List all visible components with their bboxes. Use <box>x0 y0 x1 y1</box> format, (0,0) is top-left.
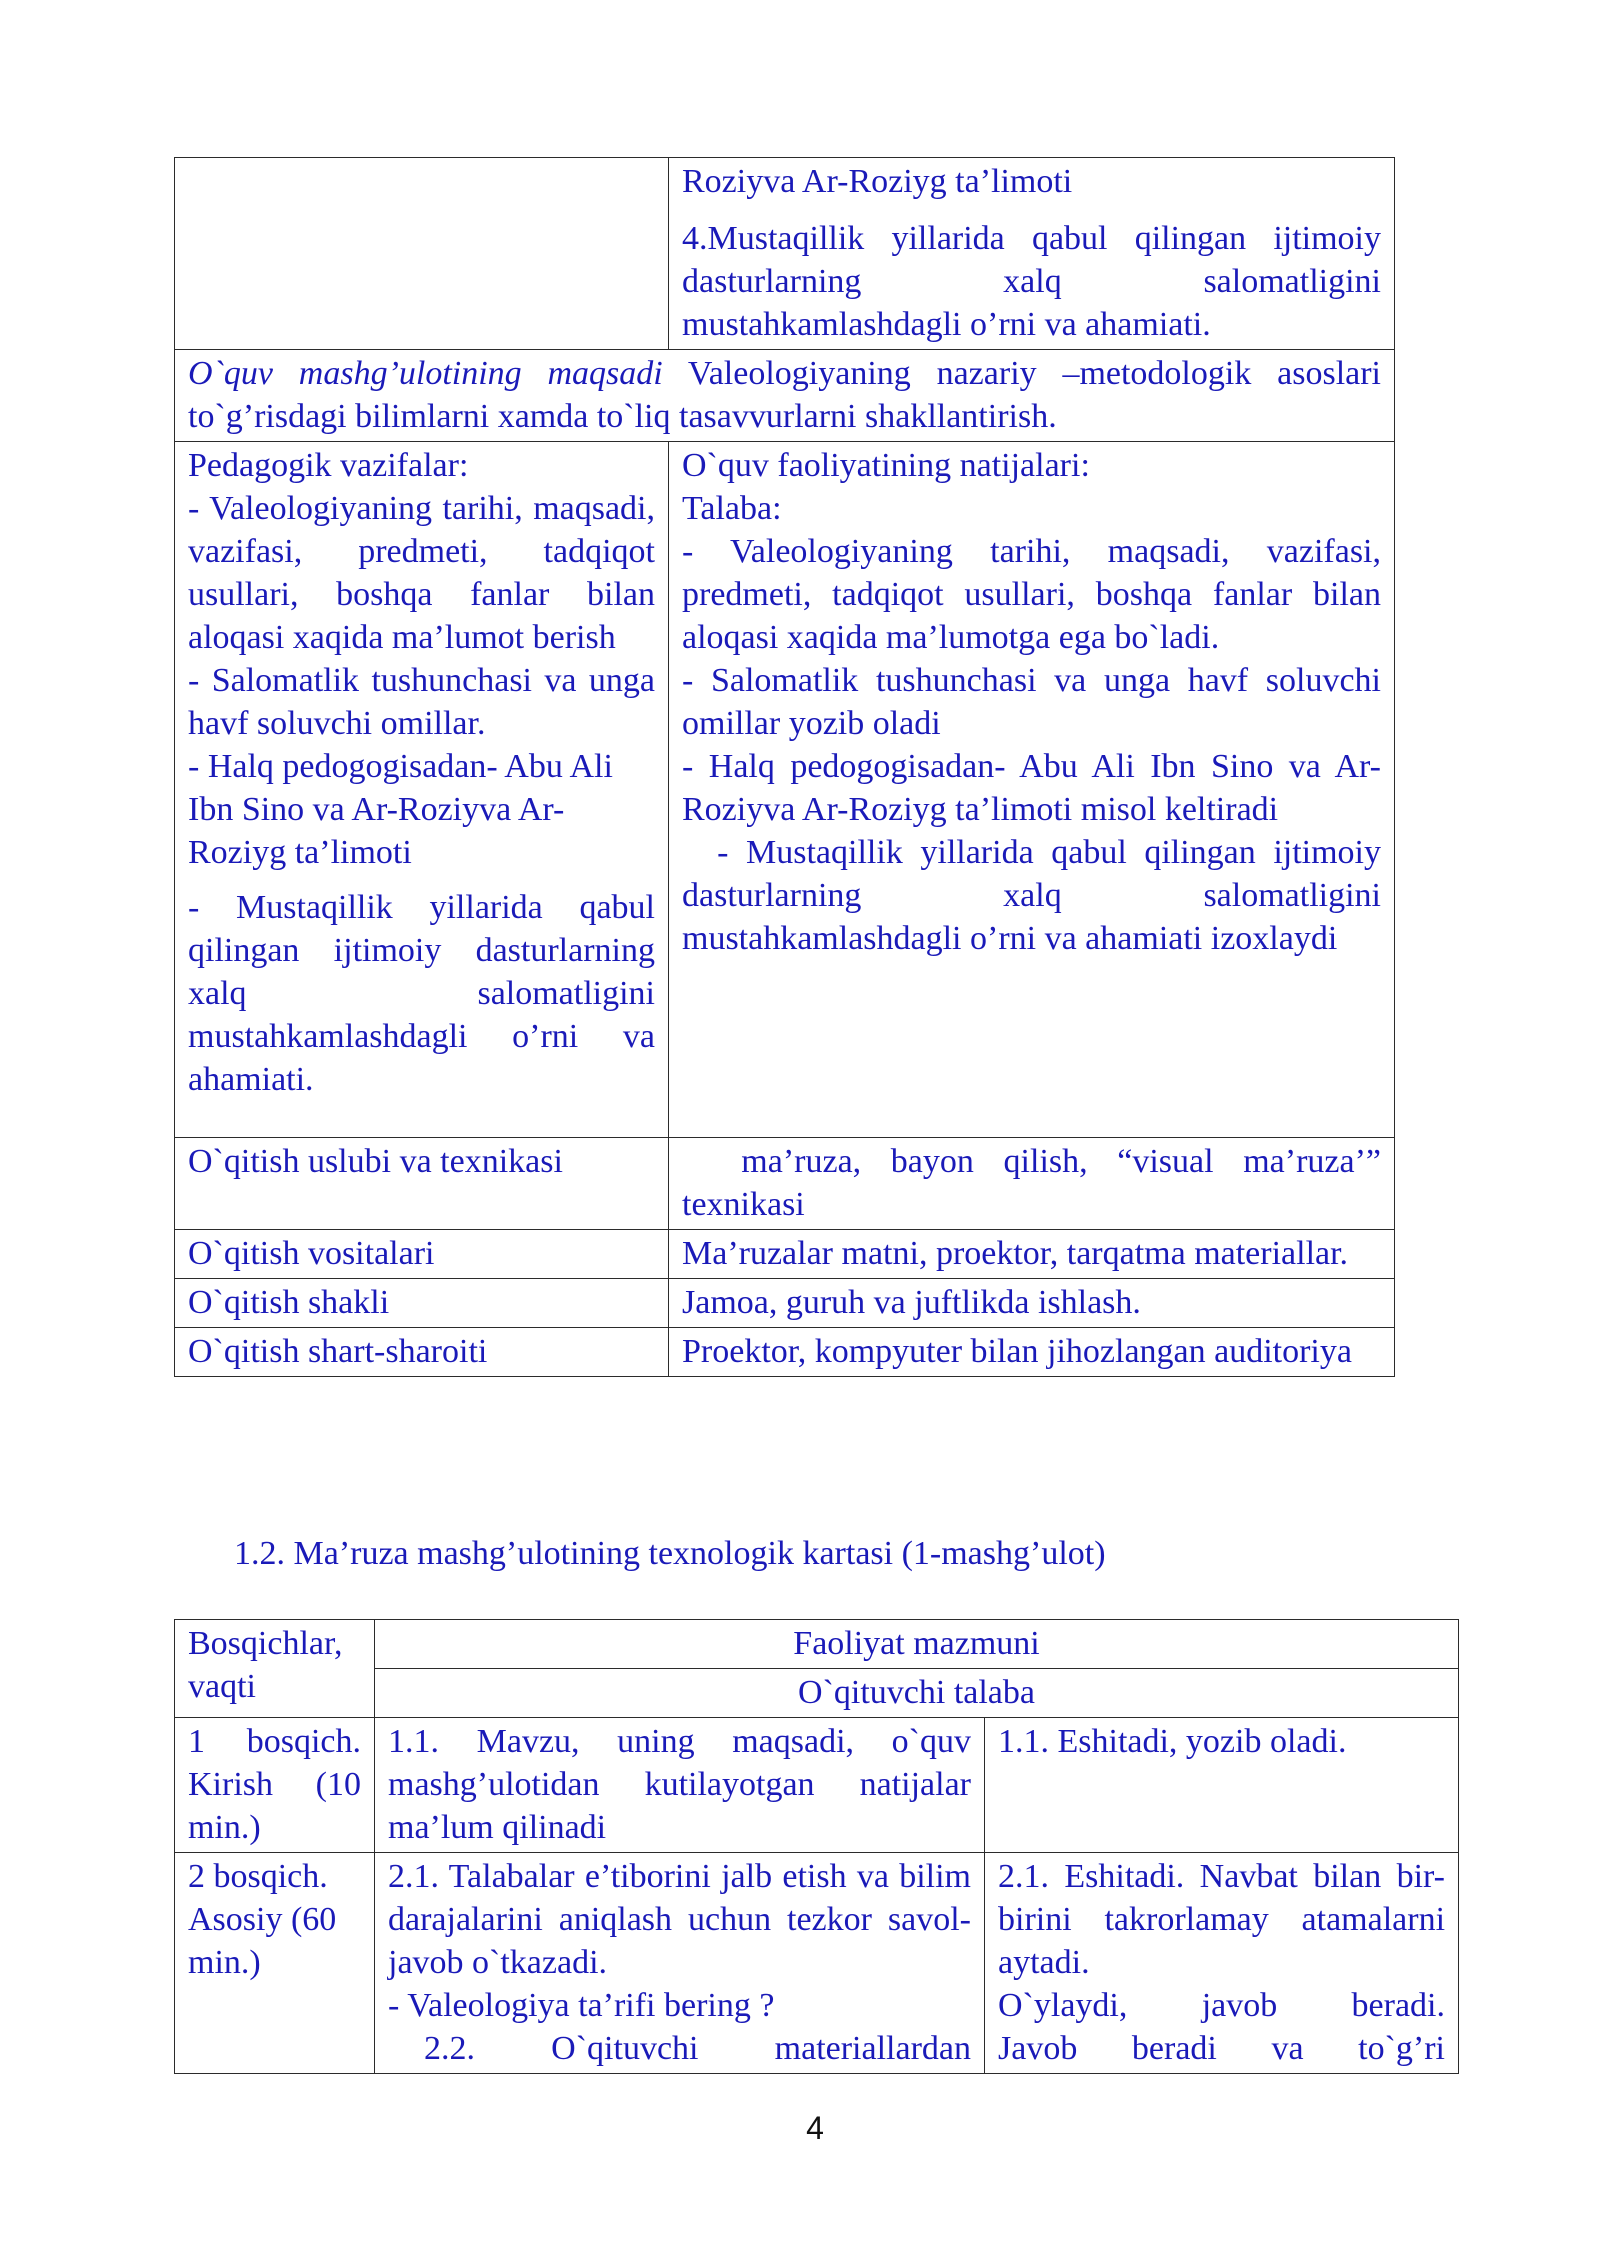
teacher-activity-cell <box>375 1718 985 1853</box>
table-row <box>175 1279 1395 1328</box>
section-heading: 1.2. Ma’ruza mashg’ulotining texnologik kartasi (1-mashg’ulot) <box>234 1535 1106 1572</box>
table-row <box>175 1138 1395 1230</box>
teacher-step: 2.2. O`qituvchi materiallardan <box>424 2030 971 2067</box>
task-item: - Valeologiyaning tarihi, maqsadi, vazifasi, predmeti, tadqiqot usullari, boshqa fanlar bilan aloqasi xaqida ma’lumot berish <box>188 490 655 656</box>
student-activity-cell <box>985 1853 1459 2074</box>
page-number: 4 <box>806 2110 824 2146</box>
table-row <box>175 1718 1459 1853</box>
task-item: - Halq pedogogisadan- Abu Ali Ibn Sino va Ar-Roziyva Ar-Roziyg ta’limoti <box>188 748 613 871</box>
outcome-item: - Valeologiyaning tarihi, maqsadi, vazifasi, predmeti, tadqiqot usullari, boshqa fanlar bilan aloqasi xaqida ma’lumotga ega bo`ladi. <box>682 533 1381 656</box>
empty-cell <box>175 158 669 350</box>
teacher-activity-cell <box>375 1853 985 2074</box>
teacher-step: 1.1. Mavzu, uning maqsadi, o`quv mashg’ulotidan kutilayotgan natijalar ma’lum qilinadi <box>388 1723 971 1846</box>
outcomes-title: O`quv faoliyatining natijalari: <box>682 447 1090 484</box>
topic-continuation-cell <box>669 158 1395 350</box>
row-value: Proektor, kompyuter bilan jihozlangan auditoriya <box>669 1328 1395 1377</box>
teacher-student-header: O`qituvchi talaba <box>375 1669 1459 1718</box>
student-step: 2.1. Eshitadi. Navbat bilan bir-birini takrorlamay atamalarni aytadi. <box>998 1858 1446 1981</box>
activity-header: Faoliyat mazmuni <box>375 1620 1459 1669</box>
stage-cell: 1 bosqich. Kirish (10 min.) <box>175 1718 375 1853</box>
tasks-title: Pedagogik vazifalar: <box>188 447 469 484</box>
table-row <box>175 1328 1395 1377</box>
aim-label: O`quv mashg’ulotining maqsadi <box>188 355 663 392</box>
table-row <box>175 1230 1395 1279</box>
student-step: O`ylaydi, javob beradi. <box>998 1987 1446 2024</box>
stage-header: Bosqichlar, vaqti <box>175 1620 375 1718</box>
row-label: O`qitish vositalari <box>175 1230 669 1279</box>
table-row <box>175 1853 1459 2074</box>
outcome-item: - Salomatlik tushunchasi va unga havf soluvchi omillar yozib oladi <box>682 662 1381 742</box>
outcome-item: - Mustaqillik yillarida qabul qilingan ijtimoiy dasturlarning xalq salomatligini mustahkamlashdagli o’rni va ahamiati izoxlaydi <box>682 834 1390 957</box>
pedagogical-tasks-cell <box>175 442 669 1138</box>
outcomes-subtitle: Talaba: <box>682 490 782 527</box>
teacher-step: 2.1. Talabalar e’tiborini jalb etish va bilim darajalarini aniqlash uchun tezkor savol-javob o`tkazadi. <box>388 1858 971 1981</box>
teacher-step: - Valeologiya ta’rifi bering ? <box>388 1987 775 2024</box>
table-row <box>175 350 1395 442</box>
table-row <box>175 442 1395 1138</box>
learning-outcomes-cell <box>669 442 1395 1138</box>
topic-item-4: 4.Mustaqillik yillarida qabul qilingan ijtimoiy dasturlarning xalq salomatligini mustahkamlashdagli o’rni va ahamiati. <box>682 220 1381 343</box>
table-row <box>175 1620 1459 1669</box>
lesson-plan-table <box>174 157 1395 1377</box>
row-label: O`qitish shart-sharoiti <box>175 1328 669 1377</box>
student-activity-cell <box>985 1718 1459 1853</box>
row-label: O`qitish shakli <box>175 1279 669 1328</box>
task-item: - Salomatlik tushunchasi va unga havf soluvchi omillar. <box>188 662 655 742</box>
aim-text: Valeologiyaning nazariy –metodologik asoslari to`g’risdagi bilimlarni xamda to`liq tasavvurlarni shakllantirish. <box>188 355 1381 435</box>
task-item: - Mustaqillik yillarida qabul qilingan ijtimoiy dasturlarning xalq salomatligini mustahkamlashdagli o’rni va ahamiati. <box>188 889 655 1098</box>
topic-line: Roziyva Ar-Roziyg ta’limoti <box>682 163 1073 200</box>
lesson-aim-cell <box>175 350 1395 442</box>
outcome-item: - Halq pedogogisadan- Abu Ali Ibn Sino va Ar-Roziyva Ar-Roziyg ta’limoti misol keltiradi <box>682 748 1381 828</box>
row-label: O`qitish uslubi va texnikasi <box>175 1138 669 1230</box>
table-row <box>175 158 1395 350</box>
row-value: Ma’ruzalar matni, proektor, tarqatma materiallar. <box>669 1230 1395 1279</box>
student-step: 1.1. Eshitadi, yozib oladi. <box>998 1723 1347 1760</box>
row-value: Jamoa, guruh va juftlikda ishlash. <box>669 1279 1395 1328</box>
student-step: Javob beradi va to`g’ri <box>998 2030 1446 2067</box>
stage-cell: 2 bosqich. Asosiy (60 min.) <box>175 1853 375 2074</box>
row-value: ma’ruza, bayon qilish, “visual ma’ruza’” texnikasi <box>669 1138 1395 1230</box>
technology-map-table <box>174 1619 1459 2074</box>
